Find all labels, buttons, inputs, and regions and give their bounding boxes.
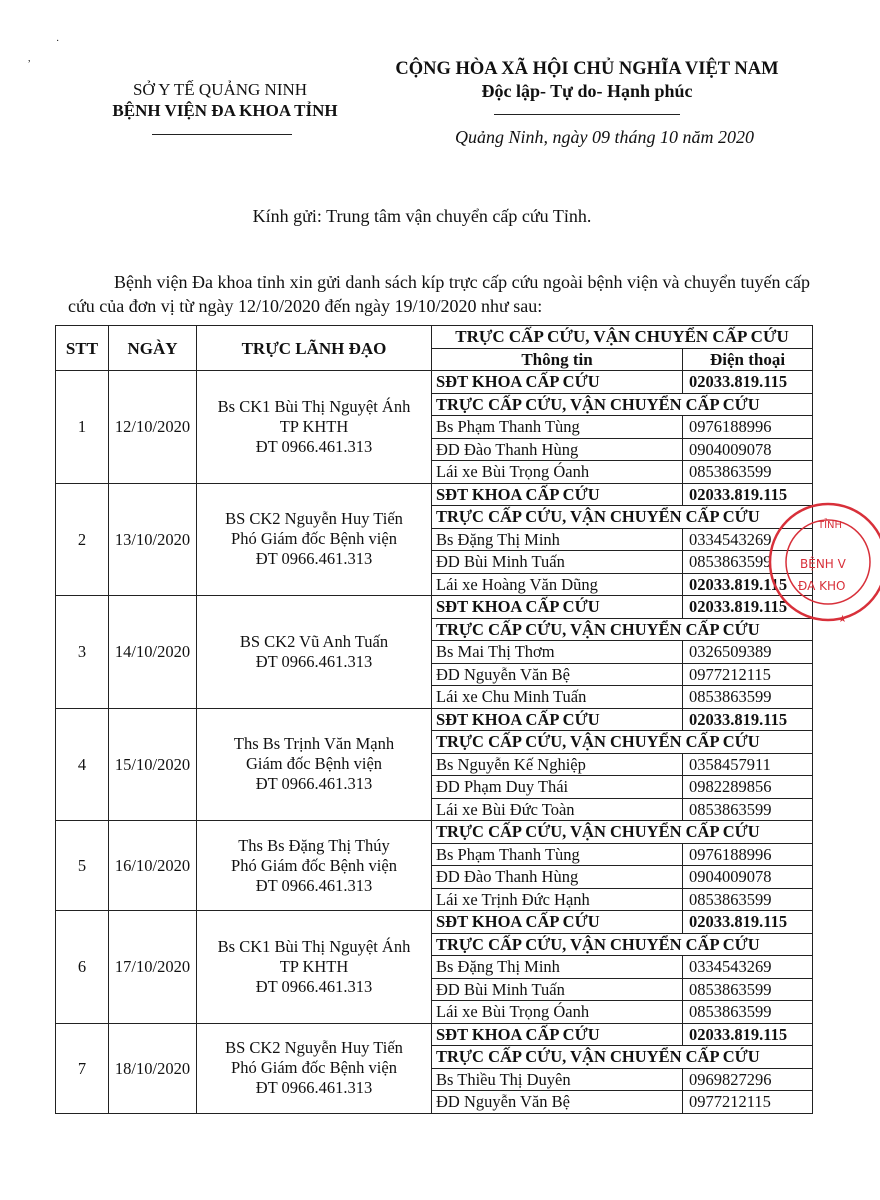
member-name: Bs Thiều Thị Duyên [432, 1068, 683, 1091]
table-row [56, 1023, 813, 1046]
leader-cell [197, 911, 432, 1024]
leader-line: Giám đốc Bệnh viện [245, 754, 383, 774]
table-row [56, 708, 813, 731]
member-name: Lái xe Chu Minh Tuấn [432, 686, 683, 709]
member-phone: 0334543269 [683, 528, 813, 551]
leader-line: ĐT 0966.461.313 [255, 774, 373, 794]
member-name: Lái xe Hoàng Văn Dũng [432, 573, 683, 596]
team-heading: TRỰC CẤP CỨU, VẬN CHUYỂN CẤP CỨU [432, 821, 813, 844]
member-name: ĐD Đào Thanh Hùng [432, 866, 683, 889]
leader-line: BS CK2 Nguyễn Huy Tiến [225, 1038, 403, 1057]
table-row [56, 821, 813, 844]
team-heading: TRỰC CẤP CỨU, VẬN CHUYỂN CẤP CỨU [432, 393, 813, 416]
member-phone: 0977212115 [683, 663, 813, 686]
member-name: ĐD Đào Thanh Hùng [432, 438, 683, 461]
ward-phone-value: 02033.819.115 [683, 708, 813, 731]
leader-cell [197, 821, 432, 911]
date-cell: 15/10/2020 [109, 708, 197, 821]
member-name: Bs Mai Thị Thơm [432, 641, 683, 664]
member-name: ĐD Phạm Duy Thái [432, 776, 683, 799]
leader-cell [197, 708, 432, 821]
member-phone: 0904009078 [683, 866, 813, 889]
leader-line: BS CK2 Nguyễn Huy Tiến [225, 509, 403, 529]
member-name: ĐD Nguyễn Văn Bệ [432, 1091, 683, 1114]
col-date-header: NGÀY [109, 326, 197, 371]
member-phone: 0976188996 [683, 843, 813, 866]
member-name: Bs Đặng Thị Minh [432, 528, 683, 551]
member-phone: 0904009078 [683, 438, 813, 461]
leader-cell [197, 483, 432, 596]
leader-line: TP KHTH [279, 416, 349, 436]
motto: Độc lập- Tự do- Hạnh phúc [481, 81, 693, 101]
org-line-2: BỆNH VIỆN ĐA KHOA TỈNH [112, 101, 338, 120]
member-phone: 0853863599 [683, 978, 813, 1001]
stt-cell: 5 [56, 821, 109, 911]
team-heading: TRỰC CẤP CỨU, VẬN CHUYỂN CẤP CỨU [432, 618, 813, 641]
leader-line: Phó Giám đốc Bệnh viện [231, 1058, 397, 1077]
member-phone: 0326509389 [683, 641, 813, 664]
schedule-table [55, 325, 813, 1114]
member-phone: 0853863599 [683, 461, 813, 484]
member-phone: 0853863599 [683, 798, 813, 821]
member-name: ĐD Bùi Minh Tuấn [432, 978, 683, 1001]
member-phone: 0853863599 [683, 1001, 813, 1024]
leader-line: Ths Bs Đặng Thị Thúy [238, 835, 390, 855]
ward-phone-label: SĐT KHOA CẤP CỨU [432, 371, 683, 394]
ward-phone-label: SĐT KHOA CẤP CỨU [432, 483, 683, 506]
ward-phone-label: SĐT KHOA CẤP CỨU [432, 596, 683, 619]
member-phone: 0969827296 [683, 1068, 813, 1091]
team-heading: TRỰC CẤP CỨU, VẬN CHUYỂN CẤP CỨU [432, 1046, 813, 1069]
team-heading: TRỰC CẤP CỨU, VẬN CHUYỂN CẤP CỨU [432, 506, 813, 529]
leader-line: TP KHTH [279, 956, 349, 976]
leader-line: BS CK2 Vũ Anh Tuấn [239, 631, 389, 651]
team-heading: TRỰC CẤP CỨU, VẬN CHUYỂN CẤP CỨU [432, 731, 813, 754]
date-cell: 13/10/2020 [109, 483, 197, 596]
leader-line: ĐT 0966.461.313 [255, 651, 373, 671]
org-line-1: SỞ Y TẾ QUẢNG NINH [132, 80, 308, 99]
member-name: Bs Phạm Thanh Tùng [432, 843, 683, 866]
col-stt-header: STT [56, 326, 109, 371]
stt-cell: 7 [56, 1023, 109, 1113]
col-group-header: TRỰC CẤP CỨU, VẬN CHUYỂN CẤP CỨU [432, 326, 813, 349]
stamp-star: ★ [838, 614, 847, 625]
ward-phone-label: SĐT KHOA CẤP CỨU [432, 911, 683, 934]
ward-phone-value: 02033.819.115 [683, 911, 813, 934]
ward-phone-value: 02033.819.115 [683, 596, 813, 619]
stt-cell: 1 [56, 371, 109, 484]
leader-cell [197, 1023, 432, 1113]
table-row [56, 911, 813, 934]
date-cell: 17/10/2020 [109, 911, 197, 1024]
member-phone: 0358457911 [683, 753, 813, 776]
ward-phone-value: 02033.819.115 [683, 371, 813, 394]
date-cell: 14/10/2020 [109, 596, 197, 709]
ward-phone-label: SĐT KHOA CẤP CỨU [432, 708, 683, 731]
nation-title: CỘNG HÒA XÃ HỘI CHỦ NGHĨA VIỆT NAM [395, 59, 779, 79]
stt-cell: 4 [56, 708, 109, 821]
date-line: Quảng Ninh, ngày 09 tháng 10 năm 2020 [455, 127, 754, 147]
leader-line: Bs CK1 Bùi Thị Nguyệt Ánh [217, 396, 411, 416]
table-header-row [56, 326, 813, 349]
leader-line: Phó Giám đốc Bệnh viện [231, 855, 397, 875]
member-name: Lái xe Bùi Trọng Óanh [432, 1001, 683, 1024]
member-phone: 0977212115 [683, 1091, 813, 1114]
greeting: Kính gửi: Trung tâm vận chuyển cấp cứu Tỉnh. [252, 206, 592, 226]
leader-line: Phó Giám đốc Bệnh viện [231, 529, 397, 549]
stamp-text-mid1: BỆNH V [800, 557, 846, 571]
member-name: Bs Đặng Thị Minh [432, 956, 683, 979]
table-row [56, 596, 813, 619]
member-name: ĐD Nguyễn Văn Bệ [432, 663, 683, 686]
stt-cell: 6 [56, 911, 109, 1024]
red-stamp [760, 500, 880, 630]
stt-cell: 3 [56, 596, 109, 709]
col-leader-header: TRỰC LÃNH ĐẠO [197, 326, 432, 371]
member-phone: 0976188996 [683, 416, 813, 439]
col-phone-header: Điện thoại [683, 348, 813, 371]
leader-line: Ths Bs Trịnh Văn Mạnh [233, 734, 395, 754]
col-info-header: Thông tin [432, 348, 683, 371]
team-heading: TRỰC CẤP CỨU, VẬN CHUYỂN CẤP CỨU [432, 933, 813, 956]
table-row [56, 483, 813, 506]
stamp-text-mid2: ĐA KHO [798, 579, 846, 593]
leader-line: ĐT 0966.461.313 [255, 549, 373, 569]
scan-speck: · [56, 36, 60, 47]
stamp-text-top: TỈNH [818, 520, 843, 531]
divider-right [494, 114, 680, 115]
member-phone: 02033.819.115 [683, 573, 813, 596]
date-cell: 18/10/2020 [109, 1023, 197, 1113]
member-phone: 0853863599 [683, 686, 813, 709]
leader-cell [197, 371, 432, 484]
date-cell: 12/10/2020 [109, 371, 197, 484]
scan-speck: , [28, 53, 31, 64]
leader-line: ĐT 0966.461.313 [255, 436, 373, 456]
leader-line: ĐT 0966.461.313 [255, 976, 373, 996]
member-name: ĐD Bùi Minh Tuấn [432, 551, 683, 574]
leader-line: ĐT 0966.461.313 [255, 875, 373, 895]
schedule-body [56, 371, 813, 1114]
leader-line: ĐT 0966.461.313 [255, 1078, 373, 1097]
member-name: Lái xe Bùi Trọng Óanh [432, 461, 683, 484]
member-name: Lái xe Trịnh Đức Hạnh [432, 888, 683, 911]
member-name: Bs Nguyễn Kế Nghiệp [432, 753, 683, 776]
member-phone: 0334543269 [683, 956, 813, 979]
intro-paragraph: Bệnh viện Đa khoa tỉnh xin gửi danh sách kíp trực cấp cứu ngoài bệnh viện và chuyển tuyến cấp cứu của đơn vị từ ngày 12/10/2020 đến ngày 19/10/2020 như sau: [68, 272, 810, 316]
ward-phone-value: 02033.819.115 [683, 1023, 813, 1046]
ward-phone-value: 02033.819.115 [683, 483, 813, 506]
member-phone: 0853863599 [683, 888, 813, 911]
member-phone: 0853863599 [683, 551, 813, 574]
table-row [56, 371, 813, 394]
ward-phone-label: SĐT KHOA CẤP CỨU [432, 1023, 683, 1046]
leader-line: Bs CK1 Bùi Thị Nguyệt Ánh [217, 936, 411, 956]
stt-cell: 2 [56, 483, 109, 596]
member-name: Lái xe Bùi Đức Toàn [432, 798, 683, 821]
divider-left [152, 134, 292, 135]
date-cell: 16/10/2020 [109, 821, 197, 911]
member-phone: 0982289856 [683, 776, 813, 799]
member-name: Bs Phạm Thanh Tùng [432, 416, 683, 439]
leader-cell [197, 596, 432, 709]
